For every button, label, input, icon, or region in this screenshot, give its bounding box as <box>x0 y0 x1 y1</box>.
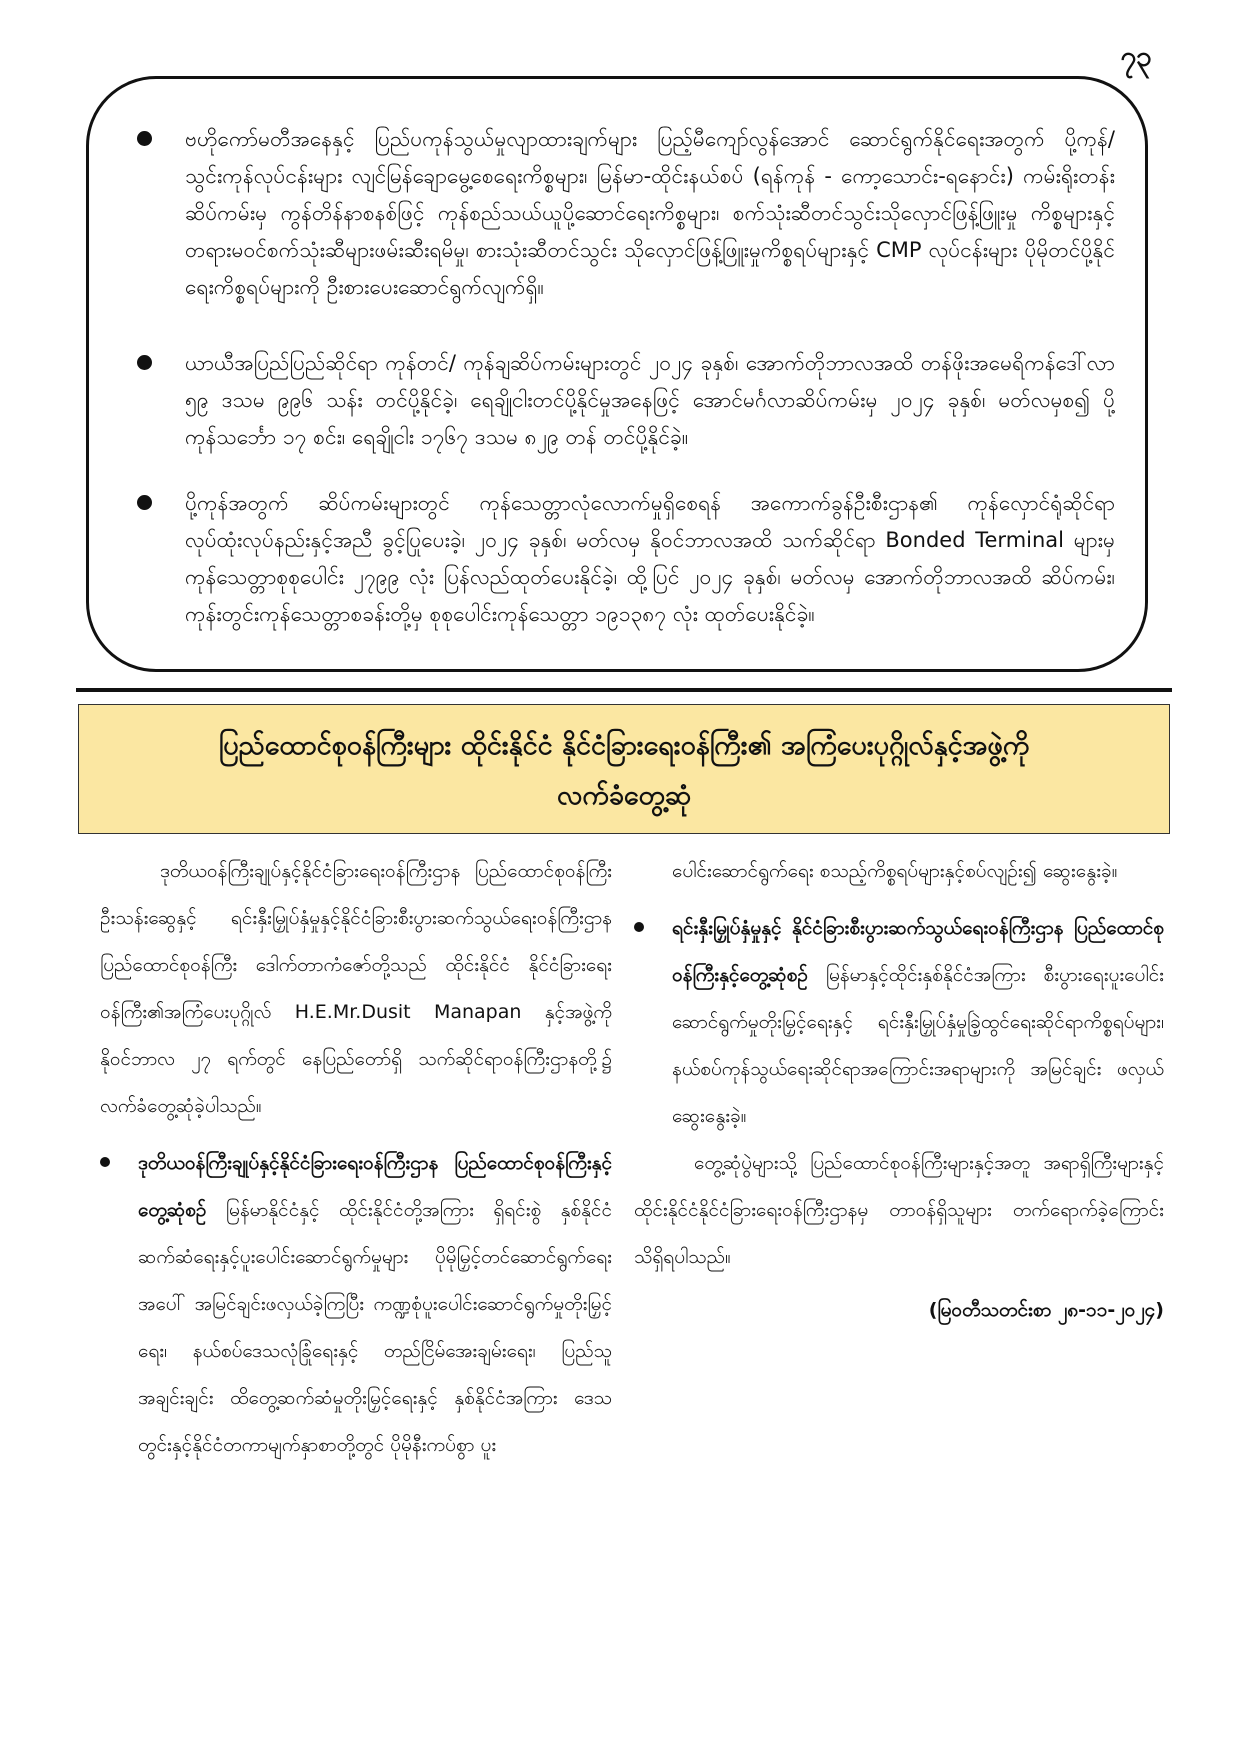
bullet-dot-icon <box>137 131 152 146</box>
box-bullet-text: ပို့ကုန်အတွက် ဆိပ်ကမ်းများတွင် ကုန်သေတ္တာလုံလောက်မှုရှိစေရန် အကောက်ခွန်ဦးစီးဌာန၏ ကုန်လှောင်ရုံဆိုင်ရာလုပ်ထုံးလုပ်နည်းနှင့်အညီ ခွင့်ပြုပေးခဲ့၊ ၂၀၂၄ ခုနှစ်၊ မတ်လမှ နိုဝင်ဘာလအထိ သက်ဆိုင်ရာ Bonded Terminal များမှ ကုန်သေတ္တာစုစုပေါင်း ၂၇၉၉ လုံး ပြန်လည်ထုတ်ပေးနိုင်ခဲ့၊ ထို့ပြင် ၂၀၂၄ ခုနှစ်၊ မတ်လမှ အောက်တိုဘာလအထိ ဆိပ်ကမ်း၊ ကုန်းတွင်းကုန်သေတ္တာစခန်းတို့မှ စုစုပေါင်းကုန်သေတ္တာ ၁၉၁၃၈၇ လုံး ထုတ်ပေးနိုင်ခဲ့။ <box>185 491 1115 626</box>
bullet-dot-icon <box>634 922 644 932</box>
bullet-dot-icon <box>137 495 152 510</box>
continued-bullet-text: ပေါင်းဆောင်ရွက်ရေး စသည့်ကိစ္စရပ်များနှင့်စပ်လျဉ်း၍ ဆွေးနွေးခဲ့။ <box>672 860 1118 882</box>
right-column <box>634 848 1164 1334</box>
left-column <box>100 848 612 1469</box>
box-bullet-text: ယာယီအပြည်ပြည်ဆိုင်ရာ ကုန်တင်/ ကုန်ချဆိပ်ကမ်းများတွင် ၂၀၂၄ ခုနှစ်၊ အောက်တိုဘာလအထိ တန်ဖိုးအမေရိကန်ဒေါ်လာ ၅၉ ဒသမ ၉၉၆ သန်း တင်ပို့နိုင်ခဲ့၊ ရေချိုငါးတင်ပို့နိုင်မှုအနေဖြင့် အောင်မင်္ဂလာဆိပ်ကမ်းမှ ၂၀၂၄ ခုနှစ်၊ မတ်လမှစ၍ ပို့ကုန်သင်္ဘော ၁၇ စင်း၊ ရေချိုငါး ၁၇၆၇ ဒသမ ၈၂၉ တန် တင်ပို့နိုင်ခဲ့။ <box>185 351 1115 449</box>
meeting-bullet-1 <box>100 1140 612 1469</box>
headline-line-2: လက်ခံတွေ့ဆုံ <box>557 780 691 811</box>
bullet-dot-icon <box>100 1157 110 1167</box>
bullet-bold-lead: ရင်းနှီးမြှုပ်နှံမှုနှင့် နိုင်ငံခြားစီးပွားဆက်သွယ်ရေးဝန်ကြီးဌာန ပြည်ထောင်စုဝန်ကြီးနှင့်တွေ့ဆုံစဉ် <box>672 917 1164 986</box>
box-bullet-text: ဗဟိုကော်မတီအနေနှင့် ပြည်ပကုန်သွယ်မှုလျာထားချက်များ ပြည့်မီကျော်လွန်အောင် ဆောင်ရွက်နိုင်ရေးအတွက် ပို့ကုန်/ သွင်းကုန်လုပ်ငန်းများ လျင်မြန်ချောမွေ့စေရေးကိစ္စများ၊ မြန်မာ-ထိုင်းနယ်စပ် (ရန်ကုန် - ကော့သောင်း-ရနောင်း) ကမ်းရိုးတန်းဆိပ်ကမ်းမှ ကွန်တိန်နာစနစ်ဖြင့် ကုန်စည်သယ်ယူပို့ဆောင်ရေးကိစ္စများ၊ စက်သုံးဆီတင်သွင်းသိုလှောင်ဖြန့်ဖြူးမှု ကိစ္စများနှင့် တရားမဝင်စက်သုံးဆီများဖမ်းဆီးရမိမှု၊ စားသုံးဆီတင်သွင်း သိုလှောင်ဖြန့်ဖြူးမှုကိစ္စရပ်များနှင့် CMP လုပ်ငန်းများ ပိုမိုတင်ပို့နိုင်ရေးကိစ္စရပ်များကို ဦးစားပေးဆောင်ရွက်လျက်ရှိ။ <box>185 127 1115 299</box>
bullet-body: မြန်မာနှင့်ထိုင်းနှစ်နိုင်ငံအကြား စီးပွားရေးပူးပေါင်းဆောင်ရွက်မှုတိုးမြှင့်ရေးနှင့် ရင်းနှီးမြှုပ်နှံမှုခြဲ့ထွင်ရေးဆိုင်ရာကိစ္စရပ်များ၊ နယ်စပ်ကုန်သွယ်ရေးဆိုင်ရာအကြောင်းအရာများကို အမြင်ချင်း ဖလှယ်ဆွေးနွေးခဲ့။ <box>672 964 1164 1127</box>
box-bullet-item <box>137 121 1137 307</box>
box-bullet-item <box>137 485 1137 635</box>
bullet-body: မြန်မာနိုင်ငံနှင့် ထိုင်းနိုင်ငံတို့အကြား ရှိရင်းစွဲ နှစ်နိုင်ငံဆက်ဆံရေးနှင့်ပူးပေါင်းဆောင်ရွက်မှုများ ပိုမိုမြှင့်တင်ဆောင်ရွက်ရေးအပေါ် အမြင်ချင်းဖလှယ်ခဲ့ကြပြီး ကဏ္ဍစုံပူးပေါင်းဆောင်ရွက်မှုတိုးမြှင့်ရေး၊ နယ်စပ်ဒေသလုံခြုံရေးနှင့် တည်ငြိမ်အေးချမ်းရေး၊ ပြည်သူအချင်းချင်း ထိတွေ့ဆက်ဆံမှုတိုးမြှင့်ရေးနှင့် နှစ်နိုင်ငံအကြား ဒေသတွင်းနှင့်နိုင်ငံတကာမျက်နှာစာတို့တွင် ပိုမိုနီးကပ်စွာ ပူး <box>138 1199 612 1456</box>
source-citation: (မြဝတီသတင်းစာ ၂၈-၁၁-၂၀၂၄) <box>928 1299 1164 1321</box>
section-divider <box>76 688 1172 692</box>
bullet-bold-lead: ဒုတိယဝန်ကြီးချုပ်နှင့်နိုင်ငံခြားရေးဝန်ကြီးဌာန ပြည်ထောင်စုဝန်ကြီးနှင့်တွေ့ဆုံစဉ် <box>138 1152 612 1221</box>
closing-paragraph: တွေ့ဆုံပွဲများသို့ ပြည်ထောင်စုဝန်ကြီးများနှင့်အတူ အရာရှိကြီးများနှင့် ထိုင်းနိုင်ငံနိုင်ငံခြားရေးဝန်ကြီးဌာနမှ တာဝန်ရှိသူများ တက်ရောက်ခဲ့ကြောင်း သိရှိရပါသည်။ <box>634 1152 1164 1268</box>
bullet-dot-icon <box>137 355 152 370</box>
article-headline <box>78 704 1170 834</box>
headline-line-1: ပြည်ထောင်စုဝန်ကြီးများ ထိုင်းနိုင်ငံ နိုင်ငံခြားရေးဝန်ကြီး၏ အကြံပေးပုဂ္ဂိုလ်နှင့်အဖွဲ့ကို <box>218 730 1030 761</box>
bullet-text <box>672 905 1164 1140</box>
intro-paragraph: ဒုတိယဝန်ကြီးချုပ်နှင့်နိုင်ငံခြားရေးဝန်ကြီးဌာန ပြည်ထောင်စုဝန်ကြီး ဦးသန်းဆွေနှင့် ရင်းနှီးမြှုပ်နှံမှုနှင့်နိုင်ငံခြားစီးပွားဆက်သွယ်ရေးဝန်ကြီးဌာန ပြည်ထောင်စုဝန်ကြီး ဒေါက်တာကံဇော်တို့သည် ထိုင်းနိုင်ငံ နိုင်ငံခြားရေးဝန်ကြီး၏အကြံပေးပုဂ္ဂိုလ် H.E.Mr.Dusit Manapan နှင့်အဖွဲ့ကို နိုဝင်ဘာလ ၂၇ ရက်တွင် နေပြည်တော်ရှိ သက်ဆိုင်ရာဝန်ကြီးဌာနတို့၌ လက်ခံတွေ့ဆုံခဲ့ပါသည်။ <box>100 860 612 1117</box>
summary-box <box>86 76 1148 672</box>
page-number: ၇၃ <box>1120 40 1152 73</box>
box-bullet-item <box>137 345 1137 457</box>
bullet-text <box>138 1140 612 1469</box>
meeting-bullet-2 <box>634 905 1164 1140</box>
